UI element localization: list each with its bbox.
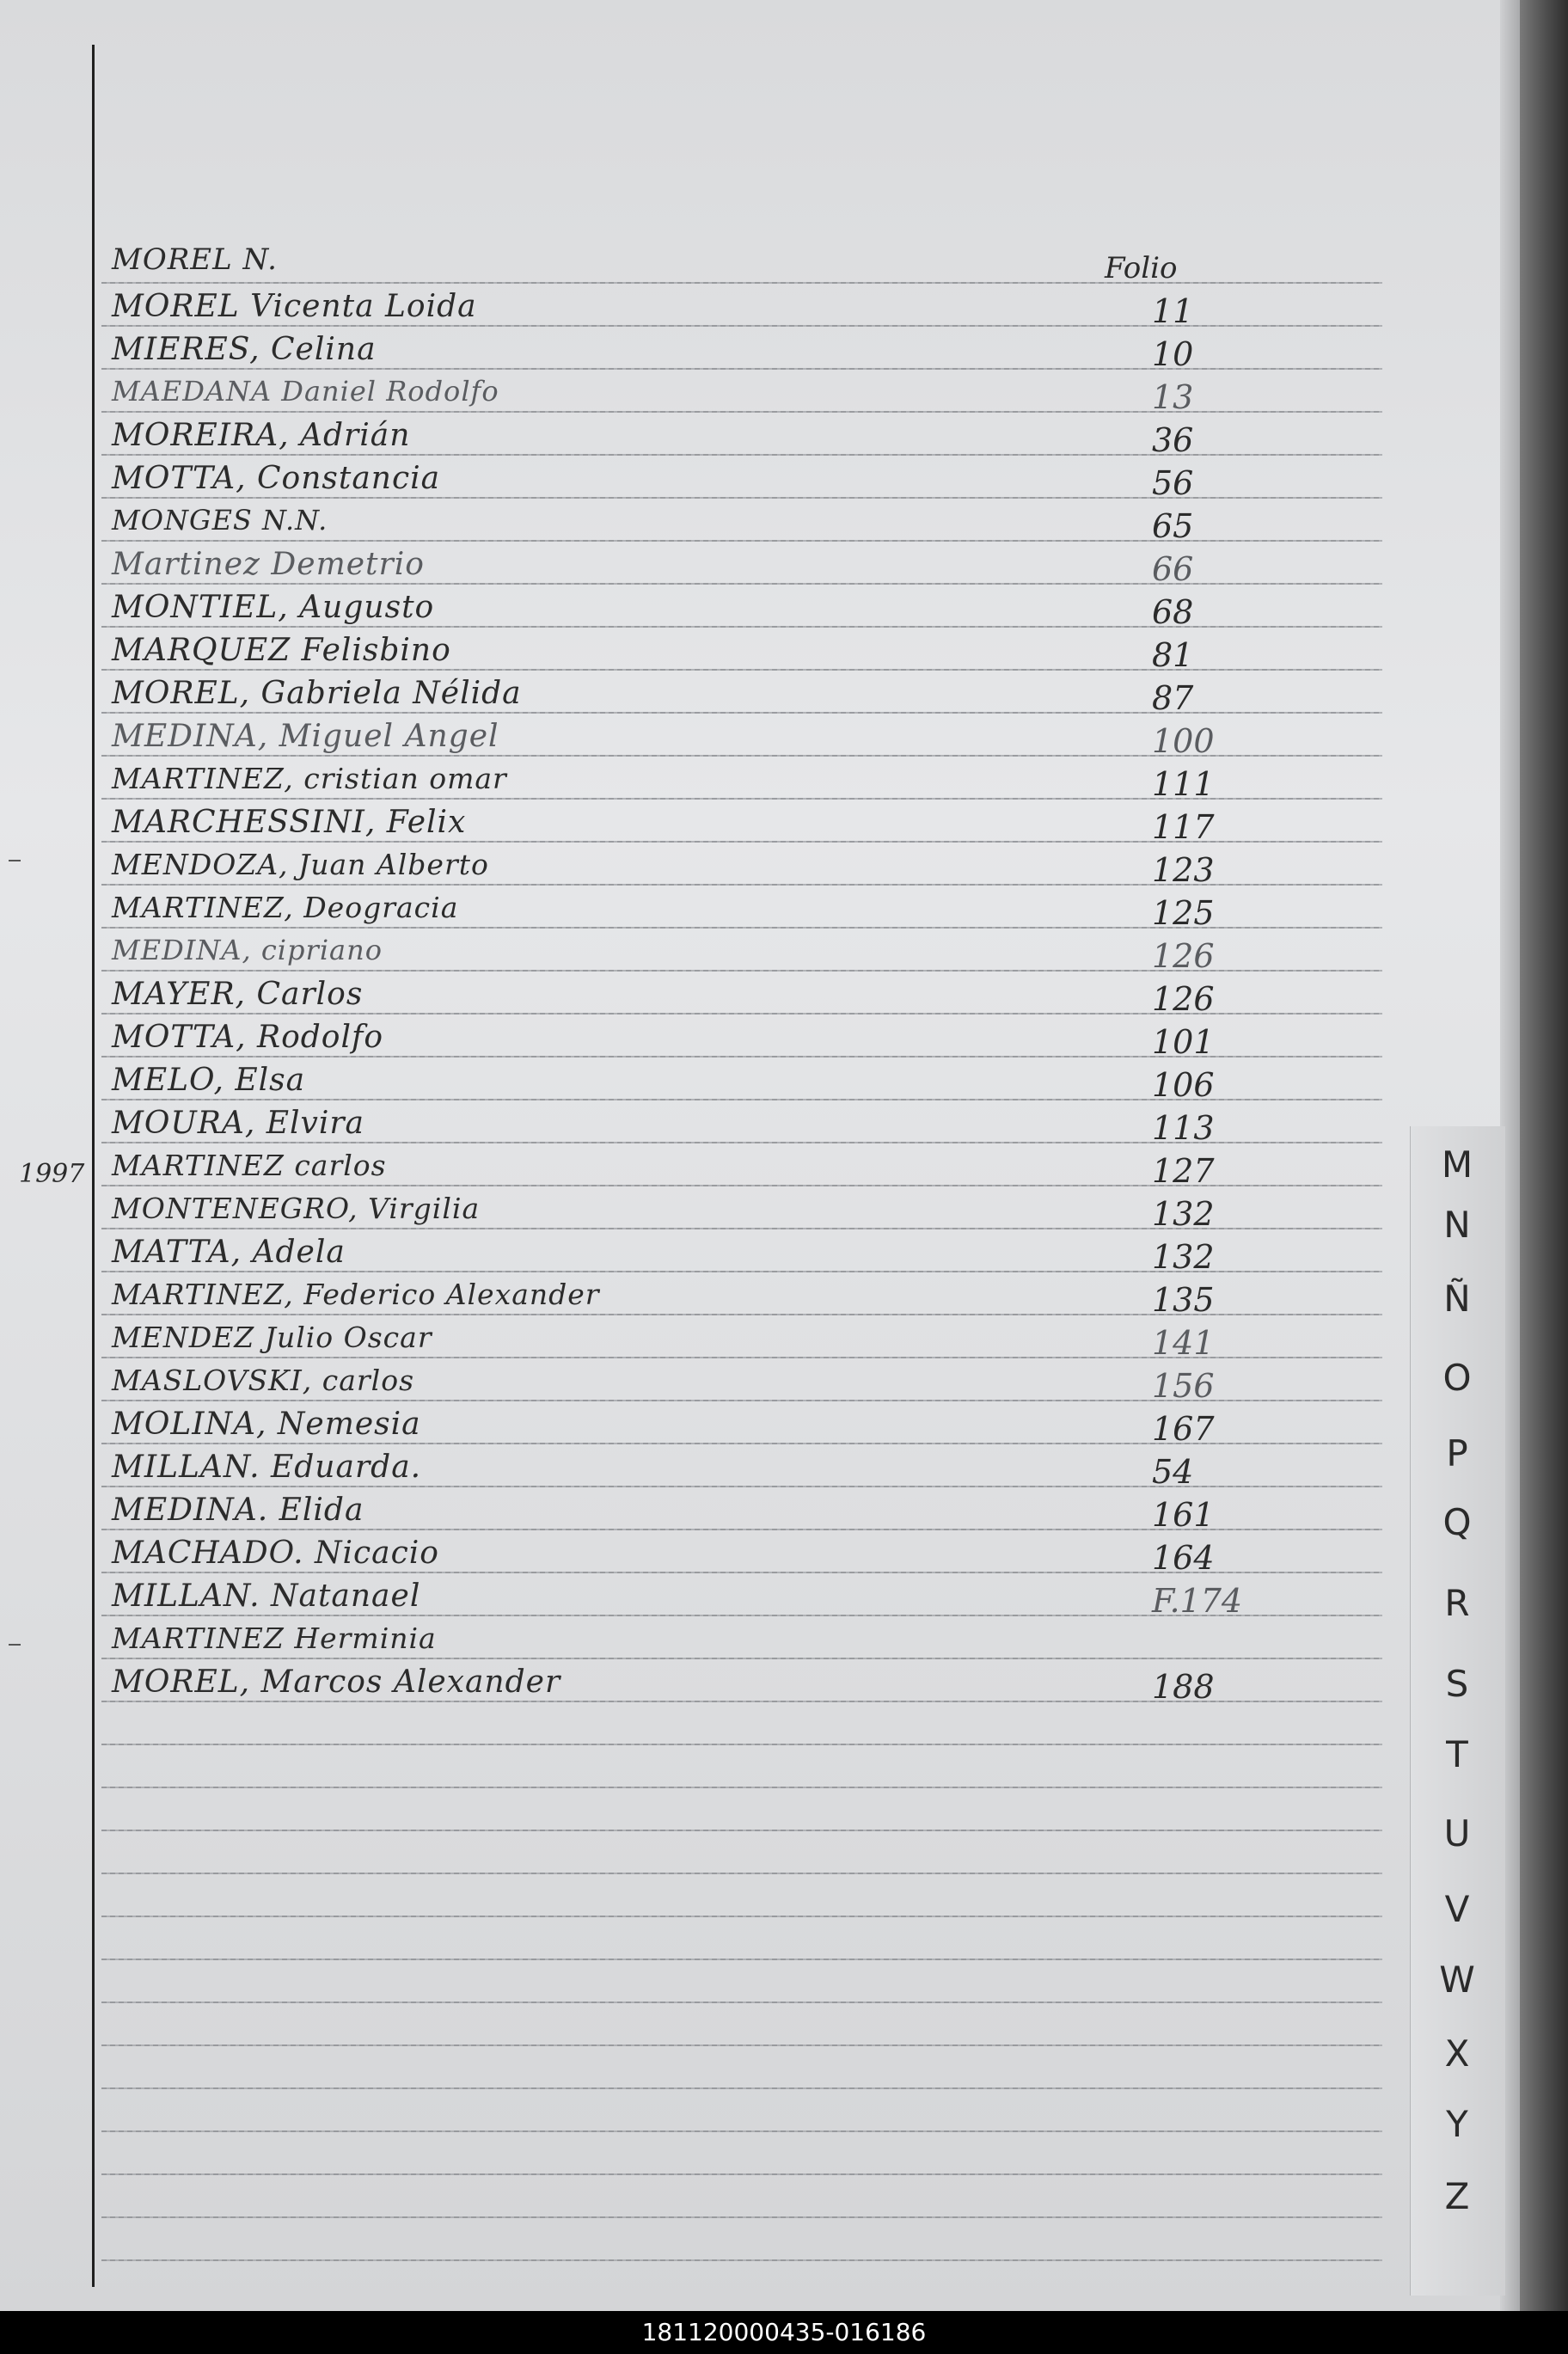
entry-name: MOREIRA, Adrián xyxy=(112,418,411,453)
entry-folio: 106 xyxy=(1152,1066,1215,1104)
entry-name: MOREL, Gabriela Nélida xyxy=(112,676,522,711)
entry-name: MARQUEZ Felisbino xyxy=(112,633,451,668)
entry-folio: 188 xyxy=(1152,1668,1215,1706)
index-tab-u[interactable]: U xyxy=(1443,1812,1471,1854)
entry-folio: 132 xyxy=(1152,1195,1215,1233)
entry-folio: 101 xyxy=(1152,1023,1215,1061)
header-folio: Folio xyxy=(1105,251,1178,285)
entry-folio: 117 xyxy=(1152,808,1215,846)
entry-name: MOTTA, Rodolfo xyxy=(112,1020,383,1055)
entry-folio: 125 xyxy=(1152,894,1215,932)
scan-footer xyxy=(0,2311,1568,2354)
entry-folio: 10 xyxy=(1152,335,1194,373)
index-tab-n[interactable]: N xyxy=(1443,1204,1471,1246)
entry-folio: 141 xyxy=(1152,1324,1215,1362)
index-tab-o[interactable]: O xyxy=(1442,1357,1472,1399)
entry-name: MENDEZ Julio Oscar xyxy=(112,1321,432,1354)
index-tab-r[interactable]: R xyxy=(1444,1582,1470,1624)
entry-folio: 161 xyxy=(1152,1496,1215,1534)
entry-folio: 156 xyxy=(1152,1367,1215,1405)
ruled-line xyxy=(101,2216,1382,2218)
index-tab-q[interactable]: Q xyxy=(1442,1501,1472,1543)
entry-folio: 132 xyxy=(1152,1238,1215,1276)
entry-name: MARTINEZ, cristian omar xyxy=(112,762,507,795)
index-tab-w[interactable]: W xyxy=(1439,1959,1475,2001)
index-tab-y[interactable]: Y xyxy=(1446,2103,1468,2145)
entry-folio: 56 xyxy=(1152,464,1194,502)
entry-name: MARCHESSINI, Felix xyxy=(112,805,467,840)
ruled-line xyxy=(101,2173,1382,2175)
index-tab-z[interactable]: Z xyxy=(1444,2175,1470,2217)
entry-folio: 167 xyxy=(1152,1410,1215,1448)
header-name: MOREL N. xyxy=(112,242,278,277)
entry-name: MACHADO. Nicacio xyxy=(112,1536,439,1571)
index-tab-v[interactable]: V xyxy=(1444,1888,1470,1930)
ruled-line xyxy=(101,1959,1382,1960)
margin-tick xyxy=(9,860,21,861)
entry-folio: 127 xyxy=(1152,1152,1215,1190)
ruled-line xyxy=(101,1744,1382,1745)
entry-folio: 36 xyxy=(1152,421,1194,459)
entry-name: MEDINA, Miguel Angel xyxy=(112,719,499,754)
index-tab-s[interactable]: S xyxy=(1445,1663,1469,1705)
entry-folio: 164 xyxy=(1152,1539,1215,1577)
ruled-line xyxy=(101,2087,1382,2089)
entry-folio: 54 xyxy=(1152,1453,1194,1491)
ruled-line xyxy=(101,2044,1382,2046)
entry-name: MARTINEZ, Federico Alexander xyxy=(112,1278,600,1311)
entry-folio: 100 xyxy=(1152,722,1215,760)
entry-name: MEDINA. Elida xyxy=(112,1493,364,1528)
entry-name: MATTA, Adela xyxy=(112,1235,346,1270)
entry-name: MARTINEZ, Deogracia xyxy=(112,891,459,924)
entry-folio: 111 xyxy=(1152,765,1215,803)
index-tab-p[interactable]: P xyxy=(1446,1432,1468,1474)
ruled-line xyxy=(101,1787,1382,1788)
year-margin-note: 1997 xyxy=(19,1159,85,1189)
entry-name: Martinez Demetrio xyxy=(112,547,425,582)
ruled-line xyxy=(101,1830,1382,1831)
entry-folio: F.174 xyxy=(1152,1582,1243,1620)
index-tab-x[interactable]: X xyxy=(1444,2032,1470,2075)
entry-name: MAEDANA Daniel Rodolfo xyxy=(112,375,499,408)
entry-name: MOLINA, Nemesia xyxy=(112,1407,421,1442)
index-tab-t[interactable]: T xyxy=(1446,1733,1468,1775)
margin-tick xyxy=(9,1644,21,1646)
entry-name: MOREL, Marcos Alexander xyxy=(112,1664,561,1700)
entry-name: MAYER, Carlos xyxy=(112,977,364,1012)
entry-folio: 66 xyxy=(1152,550,1194,588)
entry-folio: 126 xyxy=(1152,980,1215,1018)
entry-folio: 81 xyxy=(1152,636,1194,674)
entry-folio: 68 xyxy=(1152,593,1194,631)
entry-name: MOURA, Elvira xyxy=(112,1106,365,1141)
entry-folio: 65 xyxy=(1152,507,1194,545)
ruled-line xyxy=(101,1658,1382,1659)
entry-folio: 11 xyxy=(1152,292,1194,330)
entry-name: MONGES N.N. xyxy=(112,504,328,536)
entry-name: MOTTA, Constancia xyxy=(112,461,441,496)
entry-name: MILLAN. Eduarda. xyxy=(112,1450,422,1485)
entry-name: MONTENEGRO, Virgilia xyxy=(112,1192,481,1225)
entry-folio: 13 xyxy=(1152,378,1194,416)
entry-name: MASLOVSKI, carlos xyxy=(112,1364,415,1397)
entry-name: MIERES, Celina xyxy=(112,332,377,367)
ruled-line xyxy=(101,1916,1382,1917)
scan-id: 181120000435-016186 xyxy=(641,2318,927,2346)
entry-name: MARTINEZ Herminia xyxy=(112,1621,437,1655)
ruled-line xyxy=(101,1873,1382,1874)
entry-name: MELO, Elsa xyxy=(112,1063,306,1098)
entry-name: MENDOZA, Juan Alberto xyxy=(112,848,489,881)
entry-name: MEDINA, cipriano xyxy=(112,934,383,966)
entry-name: MOREL Vicenta Loida xyxy=(112,289,477,324)
entry-name: MARTINEZ carlos xyxy=(112,1149,387,1182)
entry-folio: 113 xyxy=(1152,1109,1215,1147)
ruled-line xyxy=(101,2130,1382,2132)
entry-name: MILLAN. Natanael xyxy=(112,1579,421,1614)
book-spine xyxy=(1520,0,1568,2311)
entry-name: MONTIEL, Augusto xyxy=(112,590,435,625)
entry-folio: 87 xyxy=(1152,679,1194,717)
index-tab-m[interactable]: M xyxy=(1441,1143,1473,1186)
entry-folio: 135 xyxy=(1152,1281,1215,1319)
ruled-line xyxy=(101,2259,1382,2261)
entry-folio: 123 xyxy=(1152,851,1215,889)
entry-folio: 126 xyxy=(1152,937,1215,975)
margin-line xyxy=(92,45,95,2287)
ruled-line xyxy=(101,2002,1382,2003)
index-tab-enye[interactable]: Ñ xyxy=(1443,1278,1471,1320)
